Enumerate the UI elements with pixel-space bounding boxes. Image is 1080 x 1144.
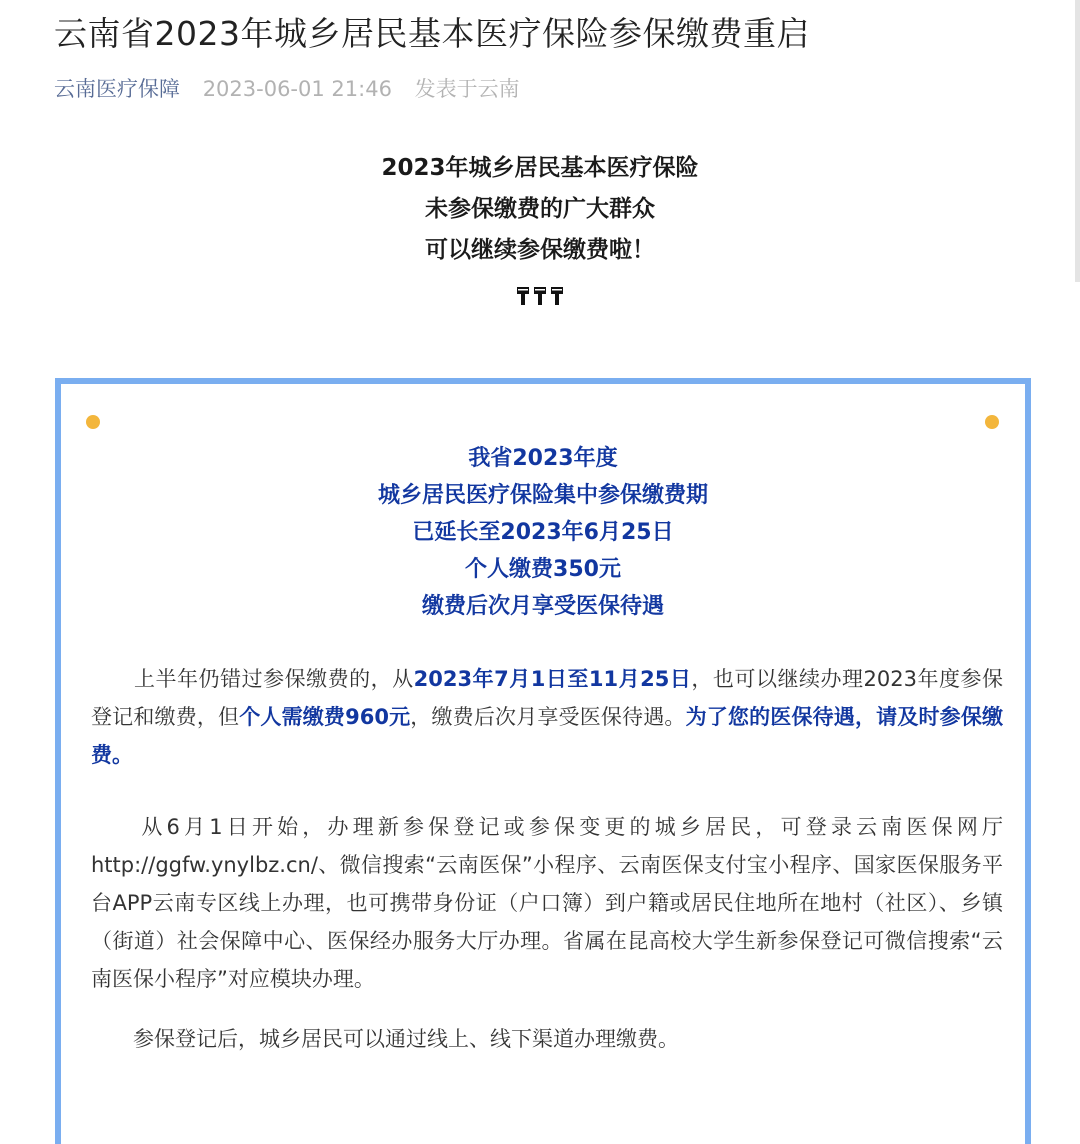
publish-date: 2023-06-01 21:46: [202, 77, 392, 101]
para1-text-2: ，也可以继续办理2023年度参保登记和缴费，但: [91, 667, 1003, 729]
card-head-line-5: 缴费后次月享受医保待遇: [421, 594, 664, 619]
intro-line-2: 未参保缴费的广大群众: [425, 196, 655, 222]
para1-reminder: 为了您的医保待遇，请及时参保缴费。: [91, 705, 1004, 767]
card-head-line-2: 城乡居民医疗保险集中参保缴费期: [377, 483, 708, 508]
pointing-down-hands: [516, 286, 564, 306]
card-highlight: [61, 440, 1025, 625]
card-head-line-4: 个人缴费350元: [465, 557, 621, 582]
intro-line-3: 可以继续参保缴费啦！: [425, 237, 655, 263]
pointing-down-hand-icon: [533, 286, 547, 306]
author-link[interactable]: 云南医疗保障: [54, 77, 180, 101]
card-head-line-1: 我省2023年度: [468, 446, 618, 471]
intro-line-1: 2023年城乡居民基本医疗保险: [381, 155, 699, 181]
para1-date-range: 2023年7月1日至11月25日: [413, 667, 692, 691]
para1-fee: 个人需缴费960元: [239, 705, 411, 729]
card-head-line-3: 已延长至2023年6月25日: [412, 520, 674, 545]
paragraph-missed-payment: [91, 660, 1003, 774]
article-title: 云南省2023年城乡居民基本医疗保险参保缴费重启: [54, 14, 810, 53]
intro-block: [0, 148, 1080, 312]
para1-text-1: 上半年仍错过参保缴费的，从: [91, 667, 414, 691]
decor-dot-left: [86, 415, 100, 429]
info-card: [55, 378, 1031, 1144]
pointing-down-hand-icon: [516, 286, 530, 306]
decor-dot-right: [985, 415, 999, 429]
para1-text-3: ，缴费后次月享受医保待遇。: [410, 705, 686, 729]
article-meta: [54, 73, 520, 103]
pointing-down-hand-icon: [550, 286, 564, 306]
paragraph-registration: 从6月1日开始，办理新参保登记或参保变更的城乡居民，可登录云南医保网厅http://ggfw.ynylbz.cn/、微信搜索“云南医保”小程序、云南医保支付宝小程序、国家医保服务平台APP云南专区线上办理，也可携带身份证（户口簿）到户籍或居民住地所在地村（社区）、乡镇（街道）社会保障中心、医保经办服务大厅办理。省属在昆高校大学生新参保登记可微信搜索“云南医保小程序”对应模块办理。: [91, 815, 1003, 991]
paragraph-payment-channels: 参保登记后，城乡居民可以通过线上、线下渠道办理缴费。: [91, 1027, 679, 1051]
publish-location: 发表于云南: [414, 77, 520, 101]
